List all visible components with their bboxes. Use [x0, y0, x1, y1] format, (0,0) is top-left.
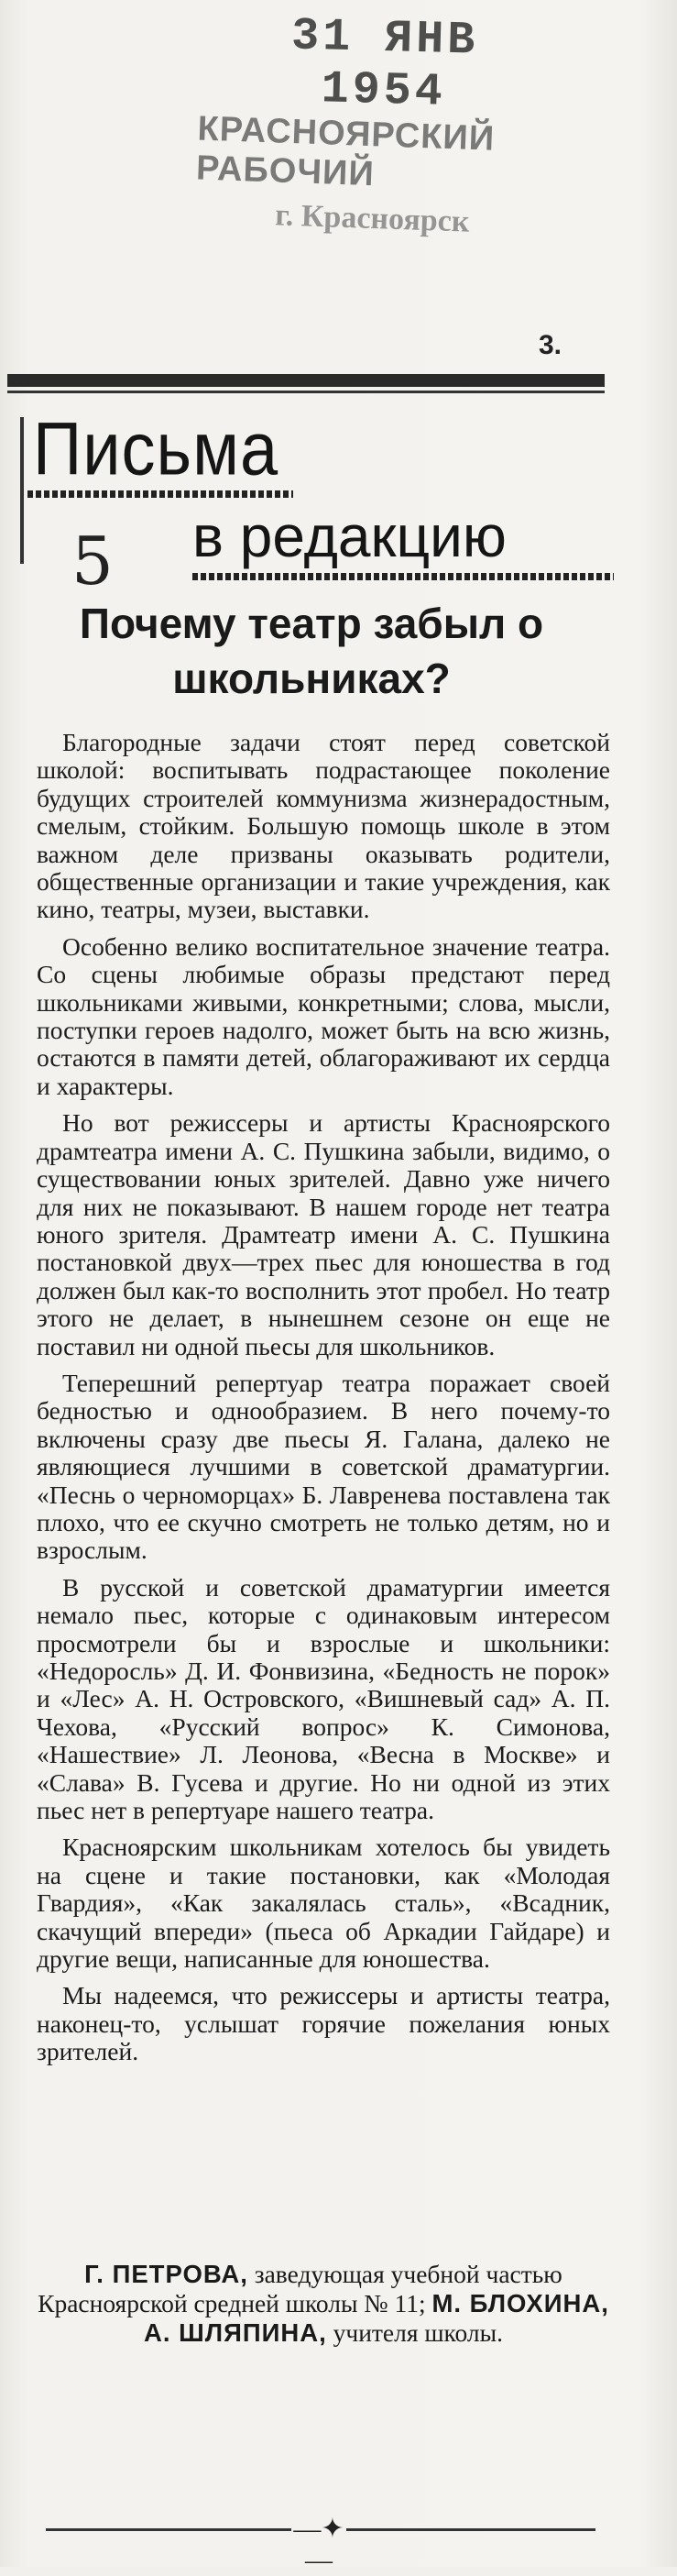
- signer-3-name: А. ШЛЯПИНА,: [144, 2318, 327, 2347]
- paragraph-3: Но вот режиссеры и артисты Красноярского драмтеатра имени А. С. Пушкина забыли, видимо, о существовании юных зрителей. Давно уже ничего для них не показывают. В нашем городе нет театра юного зрителя. Драмтеатр имени А. С. Пушкина постановкой двух—трех пьес для юношества в год должен был как-то восполнить этот пробел. Но театр этого не делает, в нынешнем сезоне он еще не поставил ни одной пьесы для школьников.: [37, 1108, 610, 1360]
- article-signature: [37, 2260, 610, 2348]
- paragraph-6: Красноярским школьникам хотелось бы увидеть на сцене и такие постановки, как «Молодая Гвардия», «Как закалялась сталь», «Всадник, скачущий впереди» (пьеса об Аркадии Гайдаре) и другие вещи, написанные для юношества.: [37, 1833, 610, 1974]
- top-rule: [7, 374, 605, 387]
- handwritten-mark: 5: [71, 523, 114, 600]
- paragraph-7: Мы надеемся, что режиссеры и артисты театра, наконец-то, услышат горячие пожелания юных зрителей.: [37, 1981, 610, 2066]
- newspaper-stamp: КРАСНОЯРСКИЙ РАБОЧИЙ: [195, 109, 496, 194]
- paragraph-4: Теперешний репертуар театра поражает своей бедностью и однообразием. В него почему-то включены сразу две пьесы Я. Галана, далеко не являющиеся лучшими в советской драматургии. «Песнь о черноморцах» Б. Лавренева поставлена так плохо, что ее скучно смотреть не только детям, но и взрослым.: [37, 1368, 610, 1565]
- rubric-underline-2: [192, 573, 614, 580]
- end-ornament: —✦—: [291, 2514, 346, 2545]
- top-rule-thin: [7, 391, 605, 393]
- signers-role: учителя школы.: [333, 2318, 503, 2347]
- paragraph-5: В русской и советской драматургии имеется немало пьес, которые с одинаковым интересом просмотрели бы и взрослые и школьники: «Недоросль» Д. И. Фонвизина, «Бедность не порок» и «Лес» А. Н. Островского, «Вишневый сад» А. П. Чехова, «Русский вопрос» К. Симонова, «Нашествие» Л. Леонова, «Весна в Москве» и «Слава» В. Гусева и другие. Но ни одной из этих пьес нет в репертуаре нашего театра.: [37, 1572, 610, 1825]
- signer-1-name: Г. ПЕТРОВА,: [84, 2260, 248, 2288]
- rubric-left-rule: [20, 417, 24, 564]
- article-body: [37, 729, 610, 2075]
- paragraph-1: Благородные задачи стоят перед советской школой: воспитывать подрастающее поколение будущих строителей коммунизма жизнерадостным, смелым, стойким. Большую помощь школе в этом важном деле призваны оказывать родители, общественные организации и такие учреждения, как кино, театры, музеи, выставки.: [37, 728, 610, 924]
- rubric-underline-1: [27, 490, 293, 498]
- rubric-line-2: в редакцию: [192, 503, 507, 569]
- signer-1-role: заведующая учебной частью Красноярской средней школы № 11;: [38, 2260, 562, 2317]
- rubric-line-1: Письма: [33, 406, 279, 491]
- paragraph-2: Особенно велико воспитательное значение театра. Со сцены любимые образы предстают перед школьниками живыми, конкретными; слова, мысли, поступки героев надолго, может быть на всю жизнь, остаются в памяти детей, облагораживают их сердца и характеры.: [37, 931, 610, 1100]
- article-title: Почему театр забыл о школьниках?: [79, 600, 544, 702]
- date-stamp: 31 ЯНВ 1954: [290, 10, 479, 119]
- signer-2-name: М. БЛОХИНА,: [431, 2289, 609, 2317]
- city-stamp: г. Красноярск: [274, 198, 471, 239]
- page-number: 3.: [539, 330, 562, 360]
